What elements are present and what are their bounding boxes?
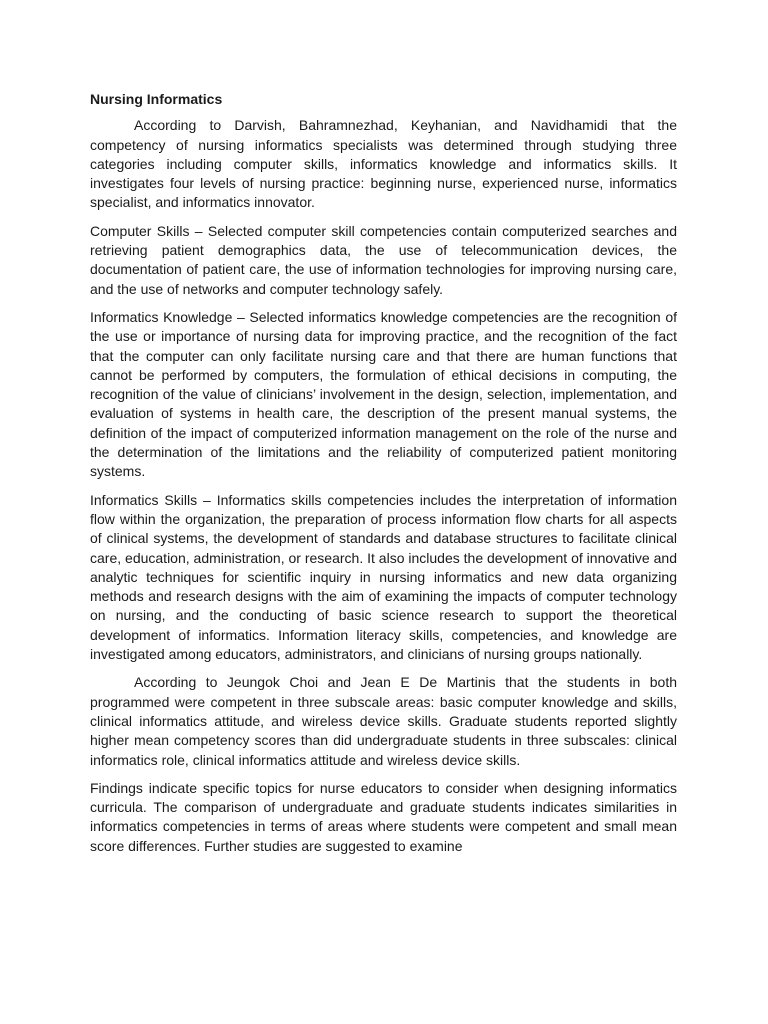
paragraph-intro-darvish: According to Darvish, Bahramnezhad, Keyhanian, and Navidhamidi that the competency of nursing informatics specialists was determined through studying three categories including computer skills, informatics knowledge and informatics skills. It investigates four levels of nursing practice: beginning nurse, experienced nurse, informatics specialist, and informatics innovator. [90, 117, 677, 211]
paragraph-choi-demartinis: According to Jeungok Choi and Jean E De Martinis that the students in both programmed were competent in three subscale areas: basic computer knowledge and skills, clinical informatics attitude, and wireless device skills. Graduate students reported slightly higher mean competency scores than did undergraduate students in three subscales: clinical informatics role, clinical informatics attitude and wireless device skills. [90, 674, 677, 768]
paragraph-findings: Findings indicate specific topics for nurse educators to consider when designing informatics curricula. The comparison of undergraduate and graduate students indicates similarities in informatics competencies in terms of areas where students were competent and small mean score differences. Further studies are suggested to examine [90, 779, 677, 854]
paragraph-computer-skills: Computer Skills – Selected computer skill competencies contain computerized searches and retrieving patient demographics data, the use of telecommunication devices, the documentation of patient care, the use of information technologies for improving nursing care, and the use of networks and computer technology safely. [90, 222, 677, 297]
paragraph-informatics-skills: Informatics Skills – Informatics skills competencies includes the interpretation of information flow within the organization, the preparation of process information flow charts for all aspects of clinical systems, the development of standards and database structures to facilitate clinical care, education, administration, or research. It also includes the development of innovative and analytic techniques for scientific inquiry in nursing informatics and new data organizing methods and research designs with the aim of examining the impacts of computer technology on nursing, and the conducting of basic science research to support the theoretical development of informatics. Information literacy skills, competencies, and knowledge are investigated among educators, administrators, and clinicians of nursing groups nationally. [90, 491, 677, 663]
document-page [90, 90, 677, 865]
paragraph-informatics-knowledge: Informatics Knowledge – Selected informatics knowledge competencies are the recognition of the use or importance of nursing data for improving practice, and the recognition of the fact that the computer can only facilitate nursing care and that there are human functions that cannot be performed by computers, the formulation of ethical decisions in computing, the recognition of the value of clinicians’ involvement in the design, selection, implementation, and evaluation of systems in health care, the description of the present manual systems, the definition of the impact of computerized information management on the role of the nurse and the determination of the limitations and the reliability of computerized patient monitoring systems. [90, 308, 677, 480]
document-title: Nursing Informatics [90, 91, 223, 107]
